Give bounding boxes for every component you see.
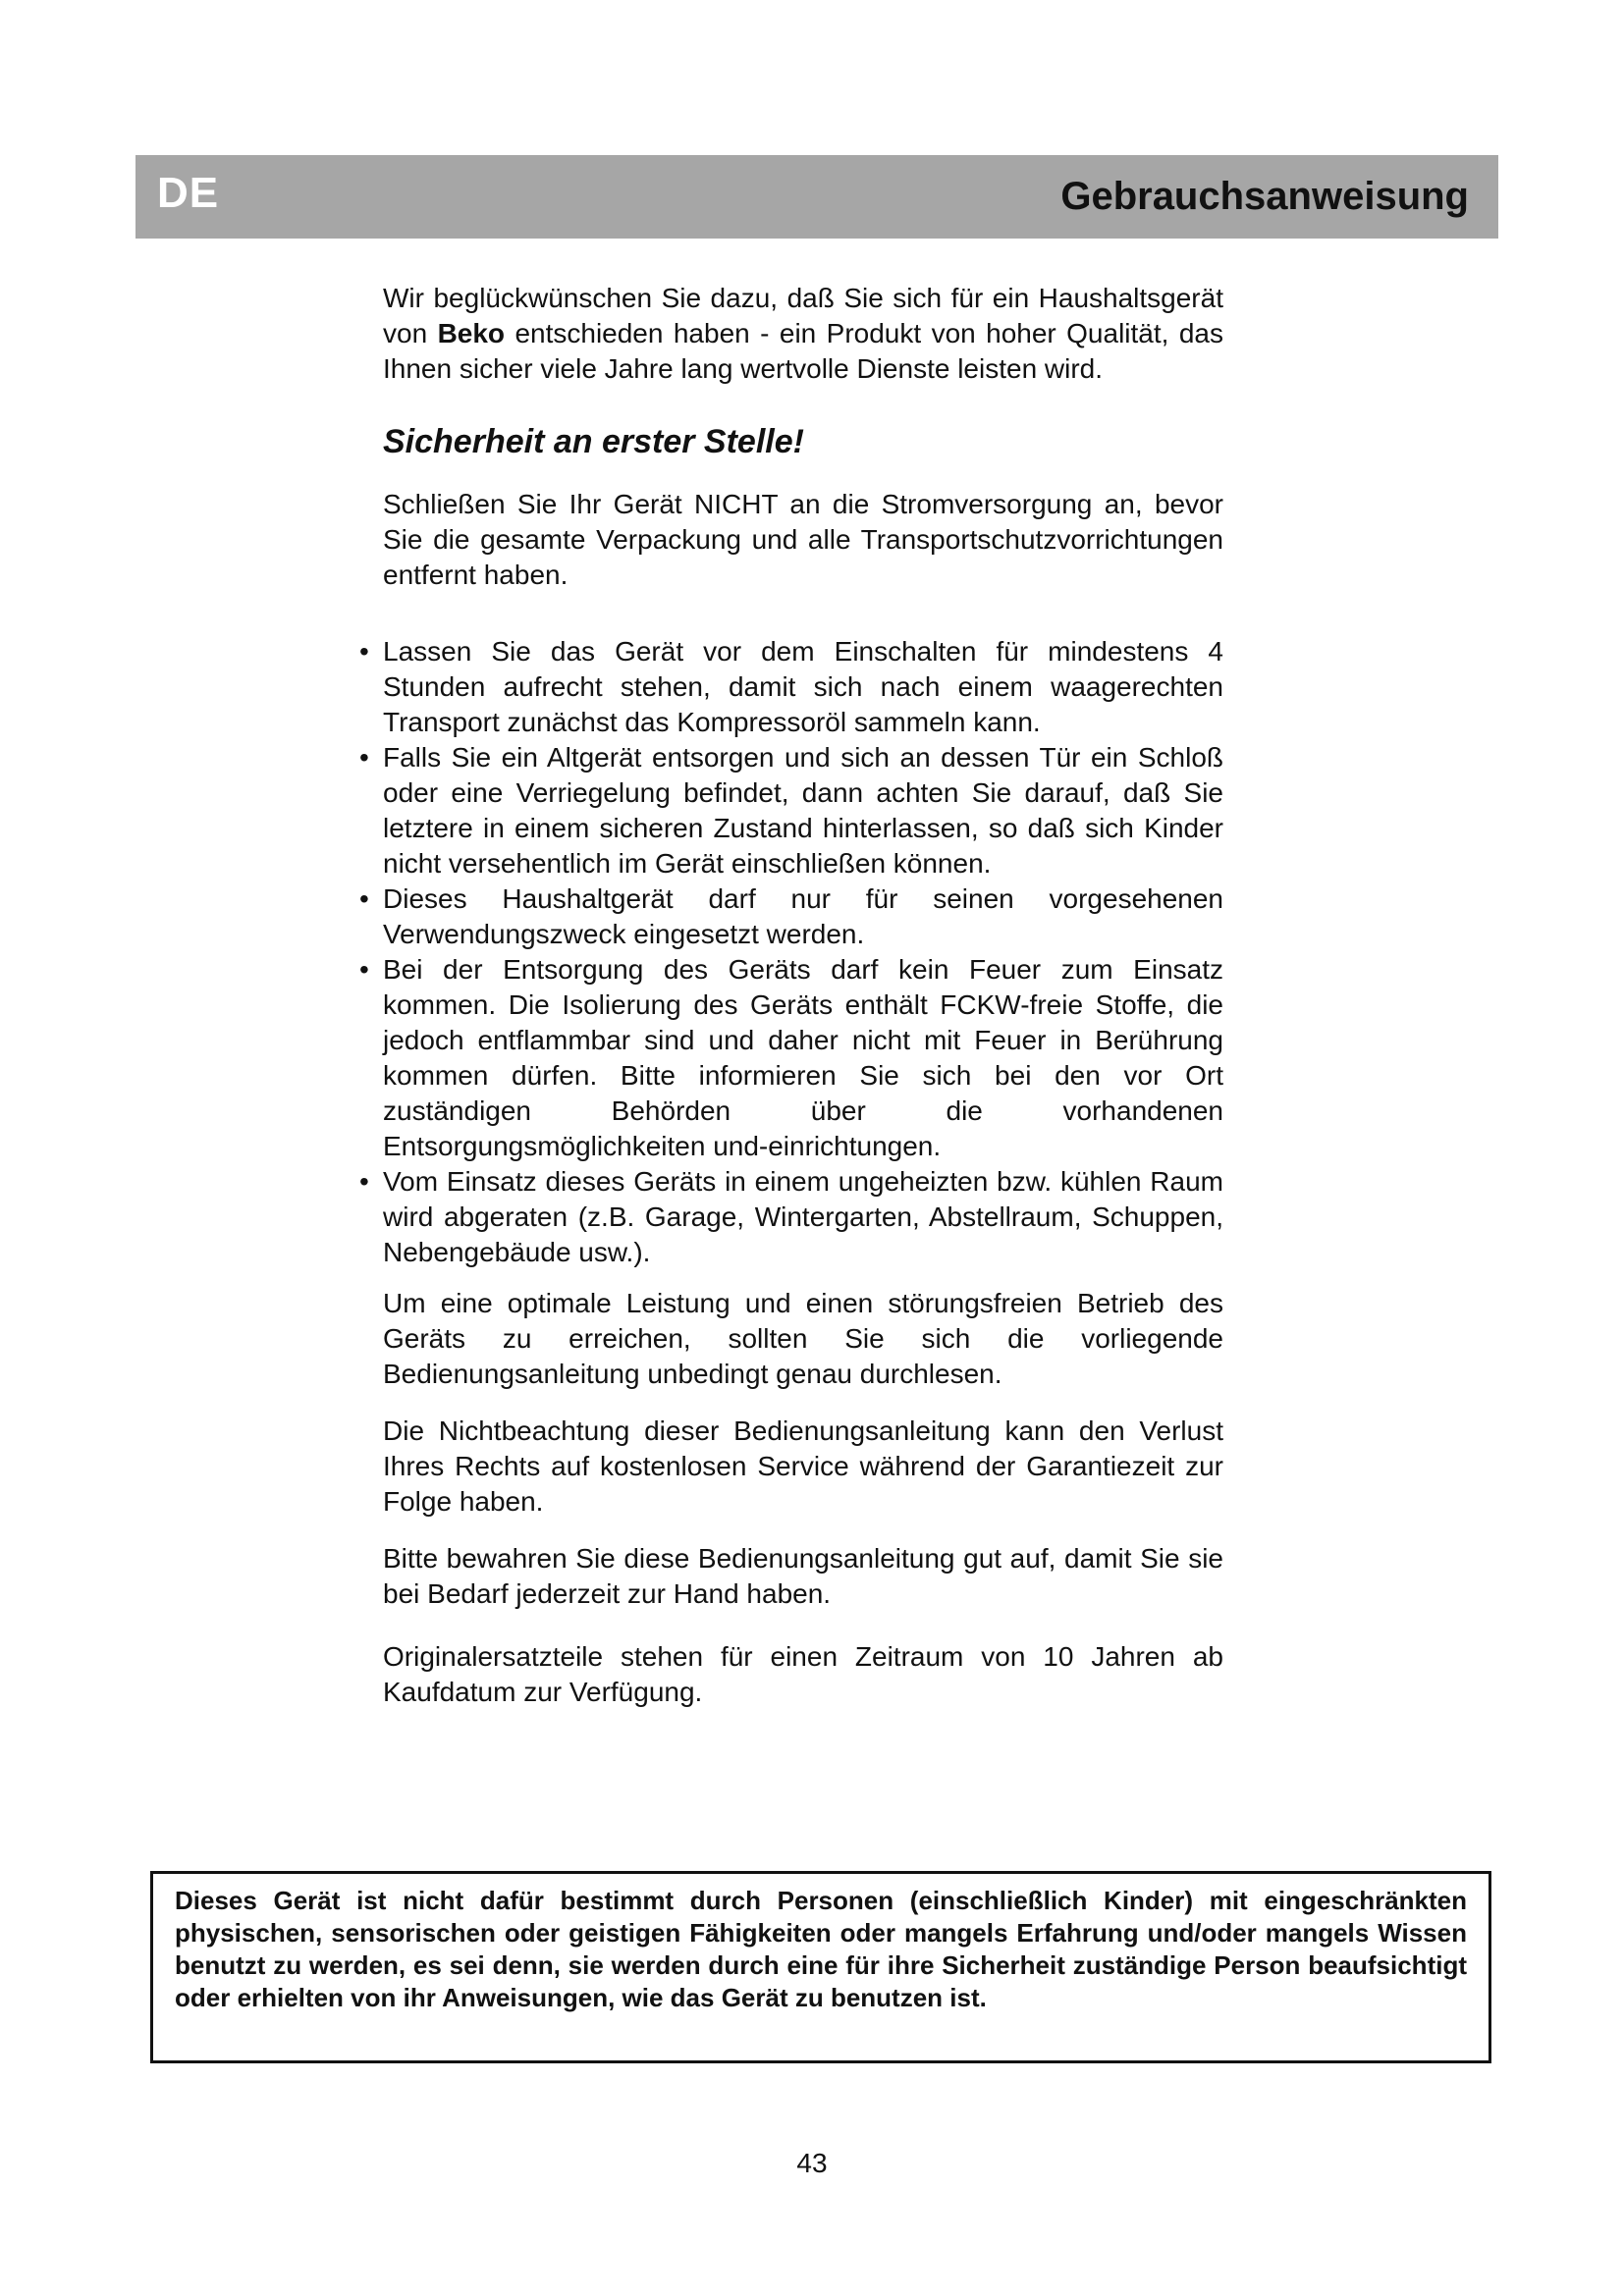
document-title: Gebrauchsanweisung xyxy=(1060,175,1469,218)
intro-text-start: Wir beglückwünschen Sie dazu, daß Sie sich für ein Haushaltsgerät von xyxy=(383,283,1223,348)
notice-box: Dieses Gerät ist nicht dafür bestimmt durch Personen (einschließlich Kinder) mit eingeschränkten physischen, sensorischen oder geistigen Fähigkeiten oder mangels Erfahrung und/oder mangels Wissen benutzt zu werden, es sei denn, sie werden durch eine für ihre Sicherheit zuständige Person beaufsichtigt oder erhielten von ihr Anweisungen, wie das Gerät zu benutzen ist. xyxy=(150,1871,1491,2063)
safety-bullet-list xyxy=(383,634,1223,1270)
page-number: 43 xyxy=(796,2148,828,2178)
list-item: • Falls Sie ein Altgerät entsorgen und sich an dessen Tür ein Schloß oder eine Verriegelung befindet, dann achten Sie darauf, daß Sie letztere in einem sicheren Zustand hinterlassen, so daß sich Kinder nicht versehentlich im Gerät einschließen können. xyxy=(383,740,1223,881)
list-item: • Dieses Haushaltgerät darf nur für seinen vorgesehenen Verwendungszweck eingesetzt werden. xyxy=(383,881,1223,952)
intro-paragraph xyxy=(383,281,1223,387)
list-item: • Vom Einsatz dieses Geräts in einem ungeheizten bzw. kühlen Raum wird abgeraten (z.B. Garage, Wintergarten, Abstellraum, Schuppen, Nebengebäude usw.). xyxy=(383,1164,1223,1270)
list-item: • Lassen Sie das Gerät vor dem Einschalten für mindestens 4 Stunden aufrecht stehen, damit sich nach einem waagerechten Transport zunächst das Kompressoröl sammeln kann. xyxy=(383,634,1223,740)
header-bar xyxy=(135,155,1498,239)
safety-paragraph: Schließen Sie Ihr Gerät NICHT an die Stromversorgung an, bevor Sie die gesamte Verpackung und alle Transportschutzvorrichtungen entfernt haben. xyxy=(383,489,1223,590)
intro-text-end: entschieden haben - ein Produkt von hoher Qualität, das Ihnen sicher viele Jahre lang wertvolle Dienste leisten wird. xyxy=(383,318,1223,384)
safety-heading: Sicherheit an erster Stelle! xyxy=(383,423,804,460)
main-content xyxy=(383,281,1223,1710)
keep-manual-paragraph: Bitte bewahren Sie diese Bedienungsanleitung gut auf, damit Sie sie bei Bedarf jederzeit zur Hand haben. xyxy=(383,1543,1223,1609)
spare-parts-paragraph: Originalersatzteile stehen für einen Zeitraum von 10 Jahren ab Kaufdatum zur Verfügung. xyxy=(383,1641,1223,1707)
language-code: DE xyxy=(157,169,220,217)
performance-paragraph: Um eine optimale Leistung und einen störungsfreien Betrieb des Geräts zu erreichen, sollten Sie sich die vorliegende Bedienungsanleitung unbedingt genau durchlesen. xyxy=(383,1288,1223,1389)
warranty-paragraph: Die Nichtbeachtung dieser Bedienungsanleitung kann den Verlust Ihres Rechts auf kostenlosen Service während der Garantiezeit zur Folge haben. xyxy=(383,1415,1223,1517)
list-item: • Bei der Entsorgung des Geräts darf kein Feuer zum Einsatz kommen. Die Isolierung des Geräts enthält FCKW-freie Stoffe, die jedoch entflammbar sind und daher nicht mit Feuer in Berührung kommen dürfen. Bitte informieren Sie sich bei den vor Ort zuständigen Behörden über die vorhandenen Entsorgungsmöglichkeiten und-einrichtungen. xyxy=(383,952,1223,1164)
brand-name: Beko xyxy=(437,318,506,348)
